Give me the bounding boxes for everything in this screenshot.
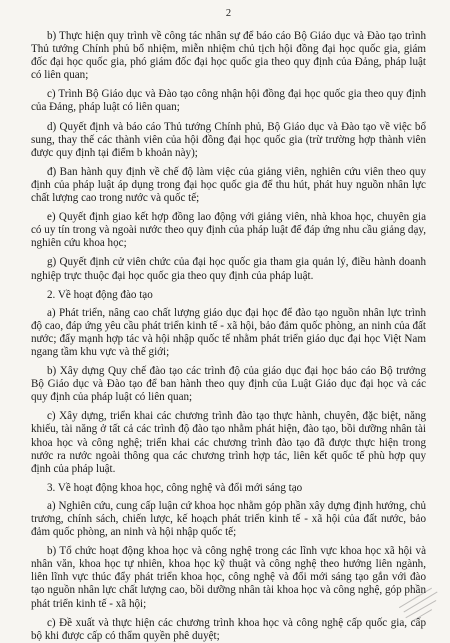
paragraph-1d: d) Quyết định và báo cáo Thủ tướng Chính phủ, Bộ Giáo dục và Đào tạo về việc bổ sung, thay thế các thành viên của hội đồng đại học quốc gia (trừ trường hợp thành viên được quy định tại điểm b khoản này); — [31, 120, 426, 159]
paragraph-2b: b) Xây dựng Quy chế đào tạo các trình độ của giáo dục đại học báo cáo Bộ trưởng Bộ Giáo dục và Đào tạo để ban hành theo quy định của Luật Giáo dục đại học và các quy định của pháp luật có liên quan; — [31, 365, 426, 404]
page-number: 2 — [225, 8, 232, 19]
paragraph-3a: a) Nghiên cứu, cung cấp luận cứ khoa học nhằm góp phần xây dựng định hướng, chủ trương, chính sách, chiến lược, kế hoạch phát triển kinh tế - xã hội của đất nước, bảo đảm quốc phòng, an ninh và hội nhập quốc tế; — [31, 499, 426, 539]
paragraph-1e: e) Quyết định giao kết hợp đồng lao động với giảng viên, nhà khoa học, chuyên gia có uy tín trong và ngoài nước theo quy định của pháp luật để đáp ứng nhu cầu giảng dạy, nghiên cứu khoa học; — [31, 211, 426, 250]
paragraph-1dd: đ) Ban hành quy định về chế độ làm việc của giảng viên, nghiên cứu viên theo quy định của pháp luật áp dụng trong đại học quốc gia để thu hút, phát huy nguồn nhân lực chất lượng cao trong nước và quốc tế; — [31, 165, 426, 205]
paragraph-1b: b) Thực hiện quy trình về công tác nhân sự để báo cáo Bộ Giáo dục và Đào tạo trình Thủ tướng Chính phủ bổ nhiệm, miễn nhiệm chủ tịch hội đồng đại học quốc gia, giám đốc đại học quốc gia, phó giám đốc đại học quốc gia theo quy định của Đảng, pháp luật có liên quan; — [31, 30, 426, 82]
paragraph-3b: b) Tổ chức hoạt động khoa học và công nghệ trong các lĩnh vực khoa học xã hội và nhân văn, khoa học tự nhiên, khoa học kỹ thuật và công nghệ theo hướng liên ngành, liên lĩnh vực thúc đẩy phát triển khoa học, công nghệ và đổi mới sáng tạo gắn với đào tạo nguồn nhân lực chất lượng cao, bồi dưỡng nhân tài khoa học và công nghệ, góp phần phát triển kinh tế - xã hội; — [31, 545, 426, 610]
paragraph-3c: c) Đề xuất và thực hiện các chương trình khoa học và công nghệ cấp quốc gia, cấp bộ khi được cấp có thẩm quyền phê duyệt; — [31, 616, 426, 642]
section-heading-training: 2. Về hoạt động đào tạo — [47, 288, 153, 301]
paragraph-2a: a) Phát triển, nâng cao chất lượng giáo dục đại học để đào tạo nguồn nhân lực trình độ cao, đáp ứng yêu cầu phát triển kinh tế - xã hội, bảo đảm quốc phòng, an ninh của đất nước; đẩy mạnh hợp tác và hội nhập quốc tế nhằm phát triển giáo dục đại học Việt Nam ngang tầm khu vực và thế giới; — [31, 306, 426, 358]
section-heading-science: 3. Về hoạt động khoa học, công nghệ và đổi mới sáng tạo — [47, 481, 303, 494]
paragraph-1c: c) Trình Bộ Giáo dục và Đào tạo công nhận hội đồng đại học quốc gia theo quy định của Đảng, pháp luật có liên quan; — [31, 88, 426, 114]
paragraph-1g: g) Quyết định cử viên chức của đại học quốc gia tham gia quản lý, điều hành doanh nghiệp trực thuộc đại học quốc gia theo quy định của pháp luật. — [31, 256, 426, 282]
paragraph-2c: c) Xây dựng, triển khai các chương trình đào tạo thực hành, chuyên, đặc biệt, năng khiếu, tài năng ở tất cả các trình độ đào tạo nhằm phát hiện, đào tạo, bồi dưỡng nhân tài khoa học và công nghệ; triển khai các chương trình đào tạo đã được thực hiện trong nước ra nước ngoài thông qua các chương trình hợp tác, liên kết quốc tế phù hợp quy định của pháp luật. — [31, 410, 426, 475]
